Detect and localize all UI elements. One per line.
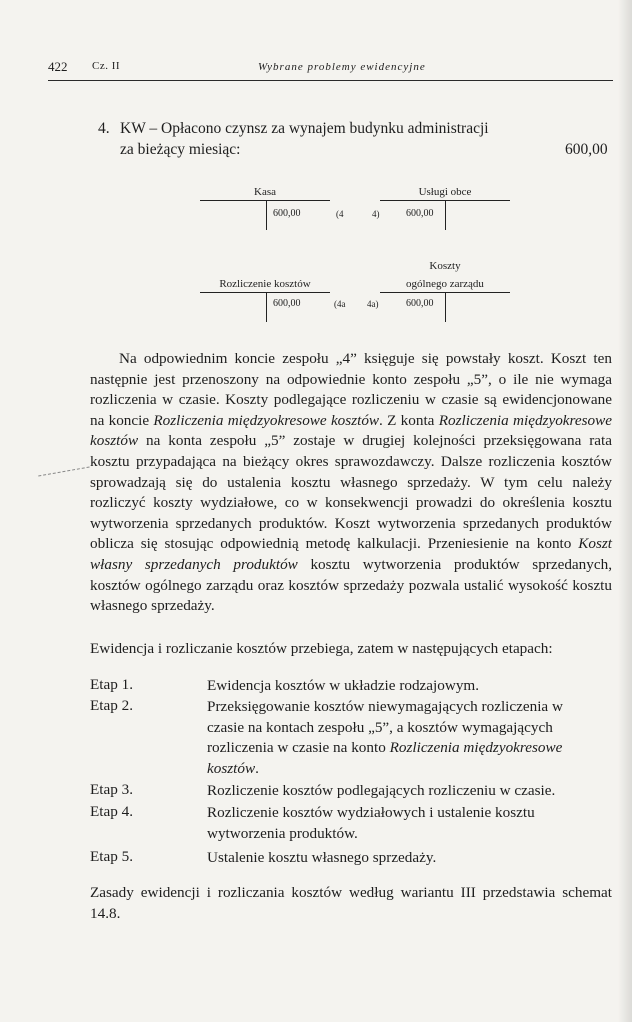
stage-text: Rozliczenie kosztów wydziałowych i ustalenie kosztu wytworzenia produktów.	[207, 804, 535, 842]
stages-intro: Ewidencja i rozliczanie kosztów przebiega, zatem w następujących etapach:	[90, 640, 553, 657]
header-rule	[48, 80, 613, 81]
t-account-title-line2: ogólnego zarządu	[406, 278, 484, 290]
part-label: Cz. II	[92, 60, 121, 72]
item-text-line2: za bieżący miesiąc:	[120, 141, 241, 158]
t-account-ref: 4)	[372, 209, 380, 219]
chapter-title: Wybrane problemy ewidencyjne	[258, 61, 426, 73]
t-account-title: Rozliczenie kosztów	[219, 278, 311, 290]
stage-text: Ewidencja kosztów w układzie rodzajowym.	[207, 677, 480, 694]
t-account-credit-value: 600,00	[273, 208, 301, 219]
t-account-ref: (4	[336, 209, 344, 219]
closing-paragraph: Zasady ewidencji i rozliczania kosztów według wariantu III przedstawia schemat 14.8.	[90, 884, 612, 922]
t-account-ref: 4a)	[367, 299, 379, 309]
body-paragraph: Na odpowiednim koncie zespołu „4” księguje się powstały koszt. Koszt ten następnie jest przenoszony na odpowiednie konto zespołu „5”, o ile nie wymaga rozliczenia w czasie. Koszty podlegające rozliczeniu w czasie są ewidencjonowane na koncie Rozliczenia międzyokresowe kosztów. Z konta Rozliczenia międzyokresowe kosztów na konta zespołu „5” zostaje w drugiej kolejności przeksięgowana rata kosztu przypadająca na bieżący okres sprawozdawczy. Dalsze rozliczenia kosztów sprowadzają się do ustalenia kosztu własnego sprzedaży. W tym celu należy rozliczyć koszty wydziałowe, co w konsekwencji prowadzi do określenia kosztu wytworzenia sprzedanych produktów. Koszt wytworzenia sprzedanych produktów oblicza się stosując odpowiednią metodę kalkulacji. Przeniesienie na konto Koszt własny sprzedanych produktów kosztu wytworzenia produktów sprzedanych, kosztów ogólnego zarządu oraz kosztów sprzedaży pozwala ustalić wysokość kosztu własnego sprzedaży.	[90, 350, 612, 615]
item-text-line1: KW – Opłacono czynsz za wynajem budynku administracji	[120, 120, 489, 137]
t-account-rule	[200, 200, 330, 201]
t-account-credit-value: 600,00	[273, 298, 301, 309]
item-amount: 600,00	[565, 141, 608, 158]
page-edge-shadow	[618, 0, 632, 1022]
margin-pencil-mark	[38, 467, 90, 478]
stage-label: Etap 2.	[90, 697, 134, 714]
t-account-rule	[200, 292, 330, 293]
page-number: 422	[48, 59, 68, 74]
item-number: 4.	[98, 120, 110, 137]
stage-label: Etap 1.	[90, 676, 134, 693]
t-account-divider	[445, 200, 446, 230]
t-account-ref: (4a	[334, 299, 346, 309]
stage-text: Przeksięgowanie kosztów niewymagających rozliczenia w czasie na kontach zespołu „5”, a kosztów wymagających rozliczenia w czasie na konto Rozliczenia międzyokresowe kosztów.	[207, 698, 563, 777]
stage-text: Rozliczenie kosztów podlegających rozliczeniu w czasie.	[207, 782, 556, 799]
t-account-divider	[445, 292, 446, 322]
t-account-debit-value: 600,00	[406, 298, 434, 309]
stage-label: Etap 4.	[90, 803, 134, 820]
stage-label: Etap 5.	[90, 848, 134, 865]
t-account-divider	[266, 200, 267, 230]
t-account-title: Usługi obce	[418, 186, 472, 198]
t-account-divider	[266, 292, 267, 322]
t-account-debit-value: 600,00	[406, 208, 434, 219]
stage-text: Ustalenie kosztu własnego sprzedaży.	[207, 849, 437, 866]
t-account-title: Kasa	[254, 186, 276, 198]
t-account-title-line1: Koszty	[429, 260, 461, 272]
stage-label: Etap 3.	[90, 781, 134, 798]
